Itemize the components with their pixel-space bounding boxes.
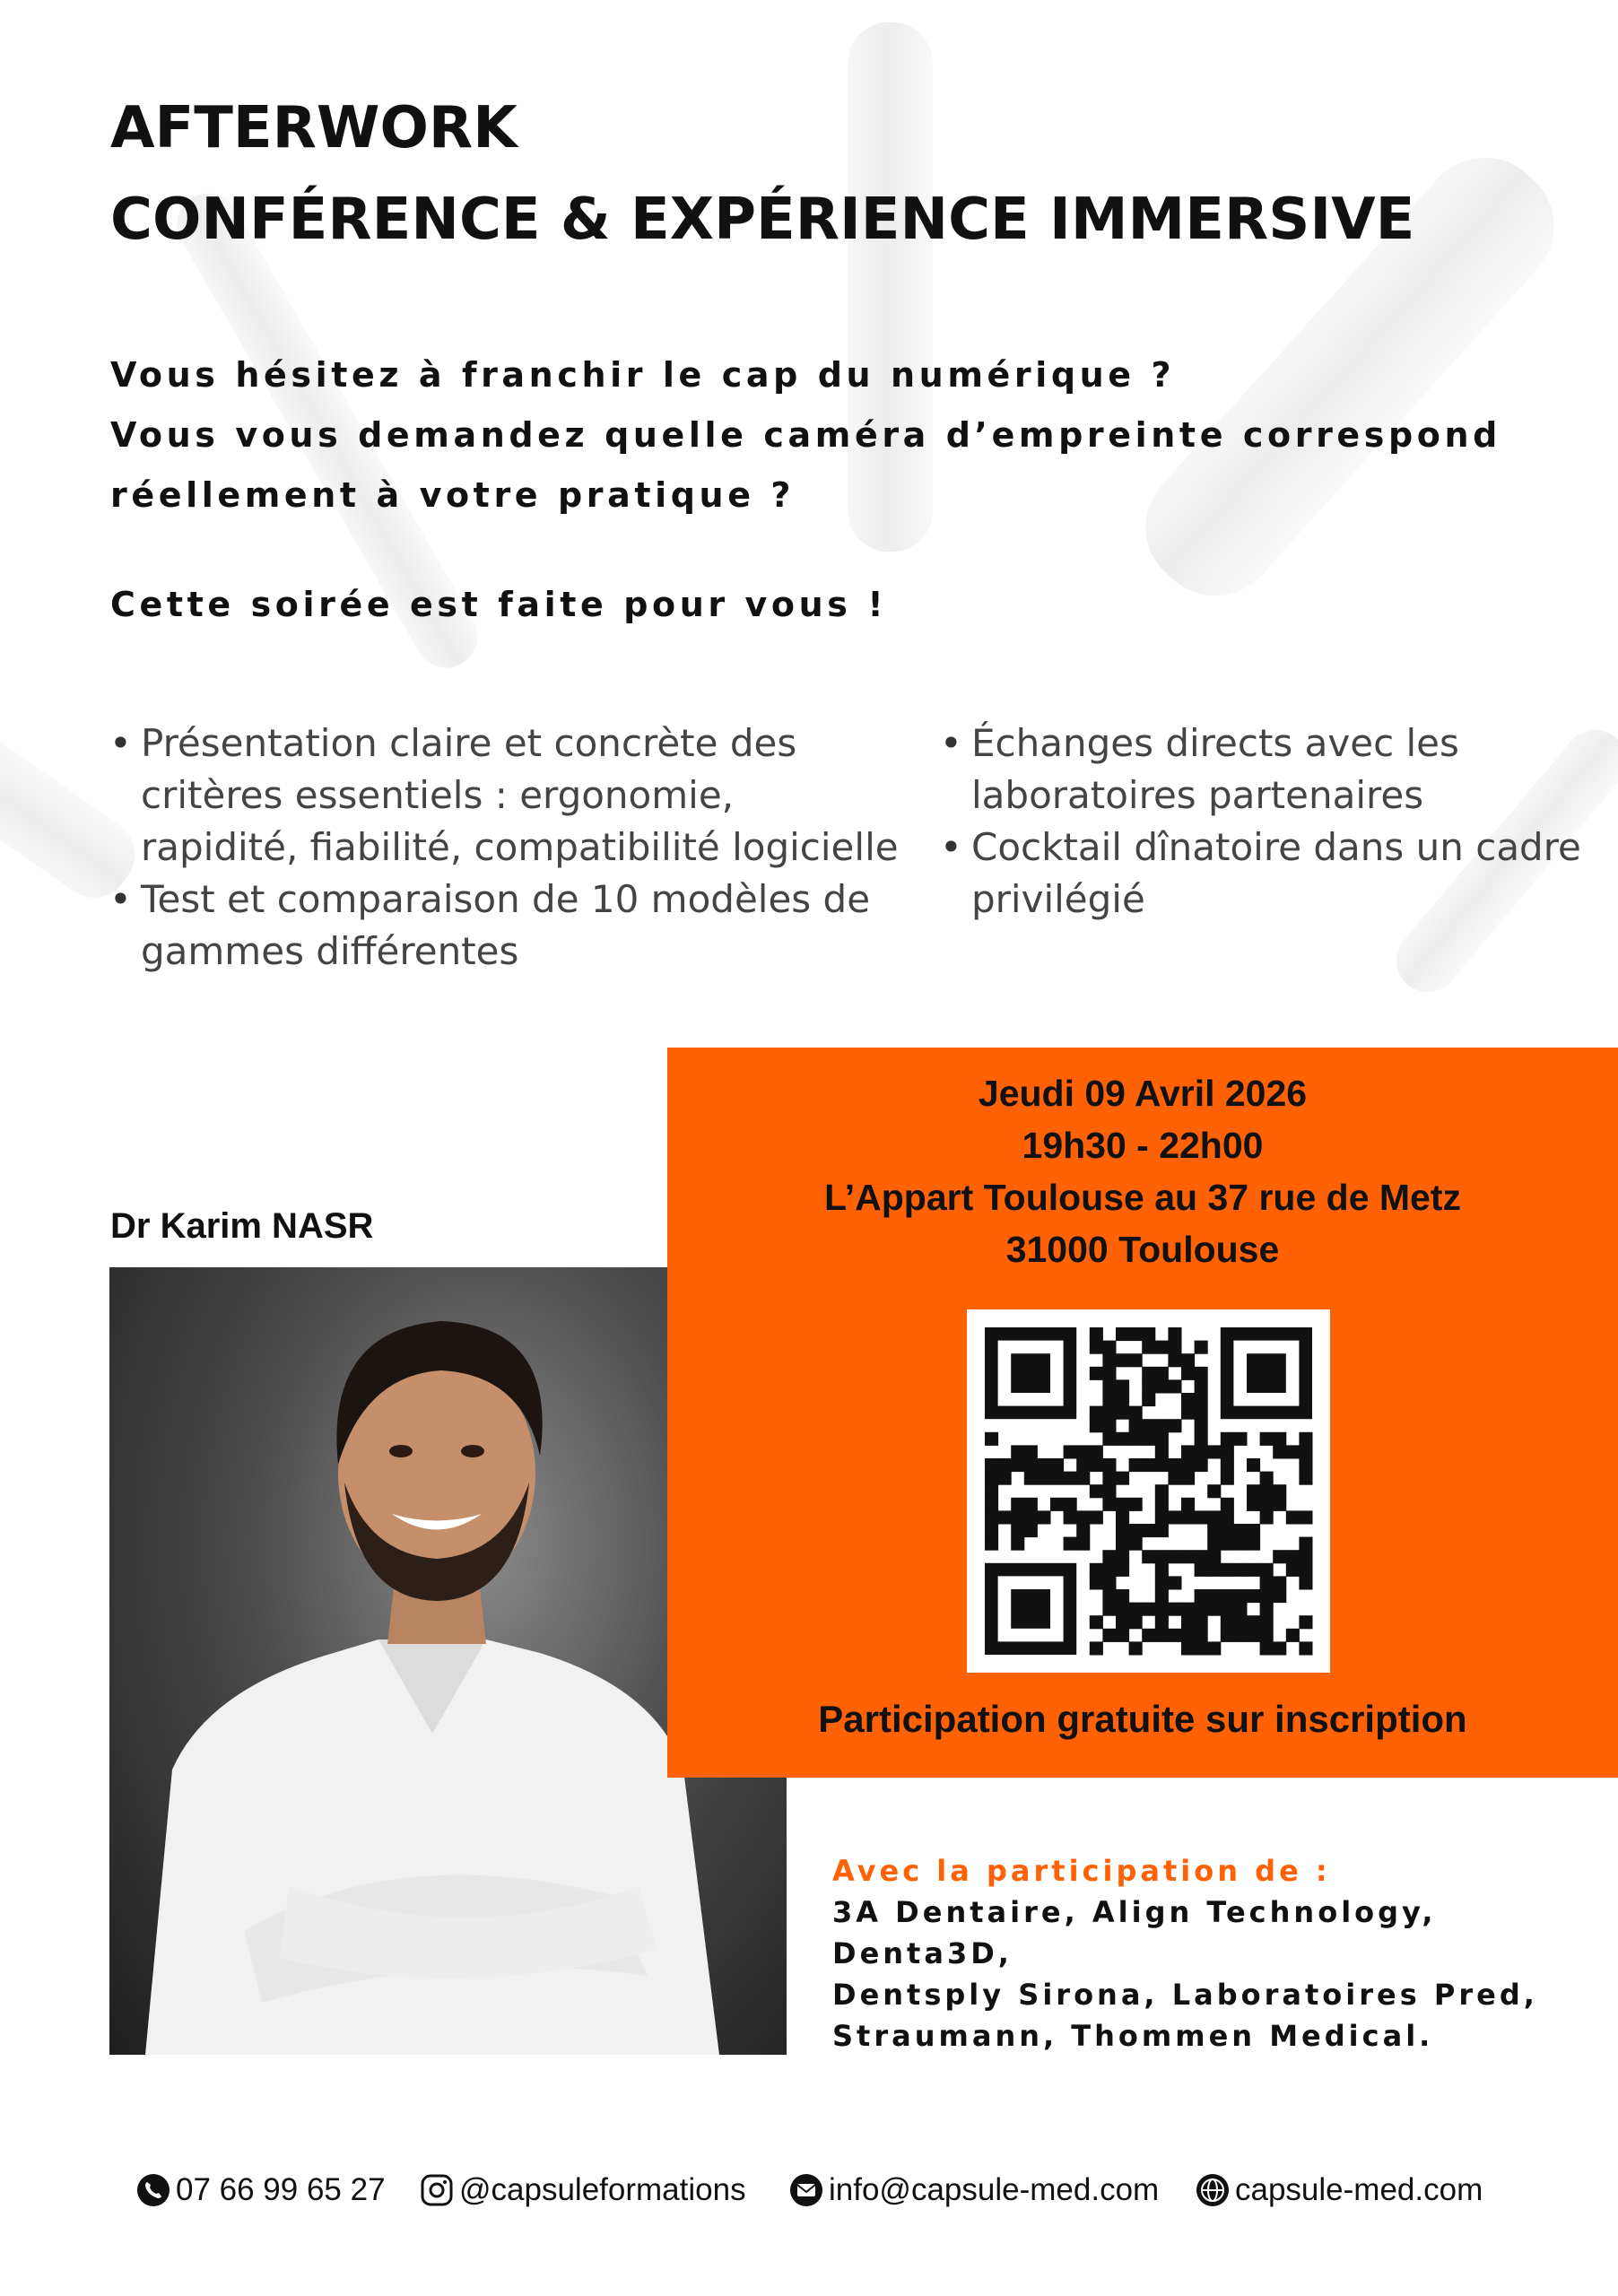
event-time: 19h30 - 22h00: [1022, 1125, 1264, 1166]
event-info-box: [667, 1048, 1618, 1778]
partners-line: 3A Dentaire, Align Technology, Denta3D,: [832, 1895, 1437, 1970]
qr-code[interactable]: [967, 1309, 1330, 1673]
globe-icon: [1196, 2173, 1230, 2207]
footer-email[interactable]: [789, 2168, 1159, 2213]
email-address: info@capsule-med.com: [829, 2172, 1160, 2207]
event-city: 31000 Toulouse: [1005, 1229, 1280, 1270]
program-list-right: [940, 718, 1604, 926]
list-item: • Échanges directs avec les laboratoires partenaires: [940, 718, 1604, 822]
participation-note: Participation gratuite sur inscription: [818, 1698, 1467, 1740]
title-line-conference: CONFÉRENCE & EXPÉRIENCE IMMERSIVE: [110, 187, 1415, 253]
partners-section: [832, 1850, 1618, 2057]
partners-line: Dentsply Sirona, Laboratoires Pred,: [832, 1978, 1538, 2012]
partners-line: Straumann, Thommen Medical.: [832, 2019, 1434, 2053]
list-item: • Cocktail dînatoire dans un cadre privilégié: [940, 822, 1604, 926]
phone-number: 07 66 99 65 27: [176, 2172, 386, 2207]
intro-text: [110, 345, 1509, 635]
email-icon: [789, 2173, 823, 2207]
instagram-icon: [420, 2173, 454, 2207]
phone-icon: [136, 2173, 170, 2207]
footer-phone[interactable]: [136, 2168, 386, 2213]
event-date: Jeudi 09 Avril 2026: [978, 1073, 1308, 1114]
program-list-left: [109, 718, 899, 978]
qr-code-pattern: [967, 1309, 1330, 1673]
instagram-handle: @capsuleformations: [459, 2172, 746, 2207]
intro-question-2: Vous vous demandez quelle caméra d’empreinte correspond réellement à votre pratique ?: [110, 415, 1501, 515]
event-details: [667, 1067, 1618, 1275]
footer-instagram[interactable]: [420, 2168, 746, 2213]
website-url: capsule-med.com: [1235, 2172, 1483, 2207]
list-item: • Test et comparaison de 10 modèles de gammes différentes: [109, 874, 899, 978]
page-title: [110, 83, 1414, 265]
footer-website[interactable]: [1196, 2168, 1483, 2213]
speaker-name: Dr Karim NASR: [110, 1206, 374, 1246]
event-venue: L’Appart Toulouse au 37 rue de Metz: [823, 1177, 1461, 1218]
intro-question-1: Vous hésitez à franchir le cap du numérique ?: [110, 355, 1176, 395]
intro-tagline: Cette soirée est faite pour vous !: [110, 585, 888, 624]
title-line-afterwork: AFTERWORK: [110, 95, 518, 161]
list-item: • Présentation claire et concrète des critères essentiels : ergonomie, rapidité, fiabilité, compatibilité logicielle: [109, 718, 899, 874]
partners-title: Avec la participation de :: [832, 1854, 1331, 1888]
